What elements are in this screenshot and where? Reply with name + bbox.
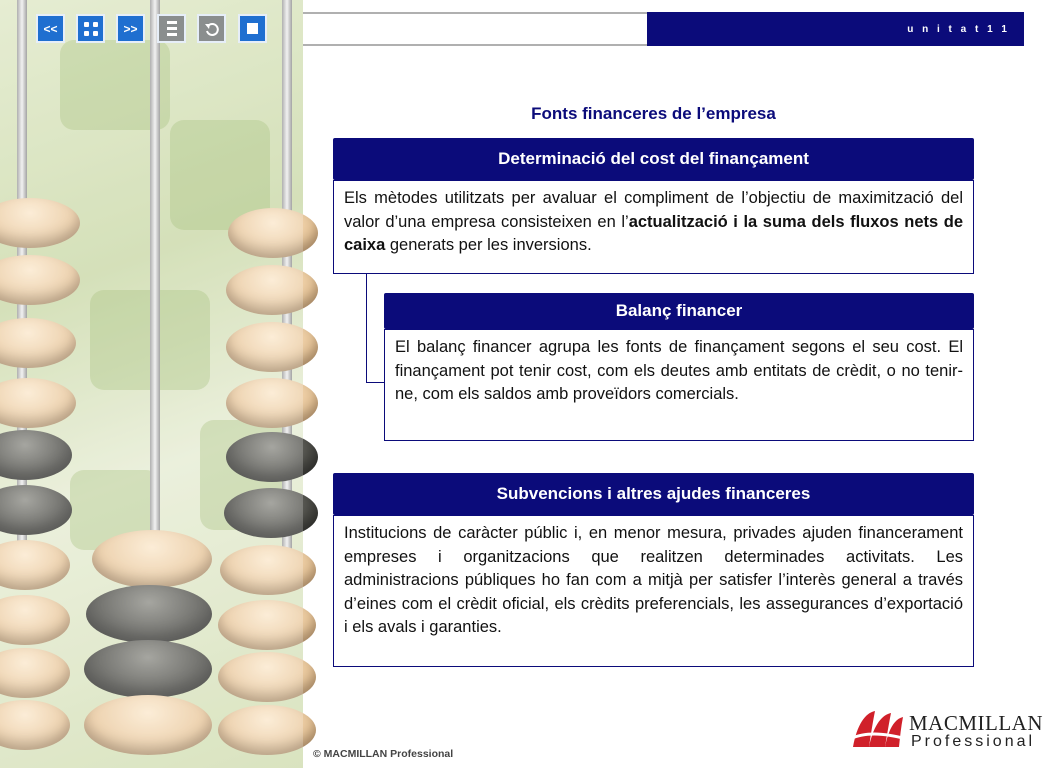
undo-button[interactable] xyxy=(197,14,226,43)
undo-icon xyxy=(204,21,220,37)
toc-button[interactable] xyxy=(157,14,186,43)
previous-label: << xyxy=(43,21,58,36)
stop-icon xyxy=(247,23,258,34)
section-heading-label: Subvencions i altres ajudes financeres xyxy=(496,484,811,503)
connector-line xyxy=(366,273,384,383)
section-text: Els mètodes utilitzats per avaluar el compliment de l’objectiu de maximització del valor d’una empresa consisteixen en l’ xyxy=(344,189,963,231)
image-overlay xyxy=(0,0,303,768)
toc-icon xyxy=(167,21,177,36)
section-body-balance xyxy=(384,329,974,441)
macmillan-logo-icon xyxy=(851,707,905,751)
abacus-background-image xyxy=(0,0,303,768)
section-body-cost xyxy=(333,180,974,274)
section-text: generats per les inversions. xyxy=(385,236,592,254)
section-text-bold: actualització i la suma dels fluxos nets de caixa xyxy=(344,212,963,254)
next-button[interactable] xyxy=(116,14,145,43)
macmillan-logo xyxy=(851,705,1043,755)
section-text: Institucions de caràcter públic i, en menor mesura, privades ajuden financerament empreses i organitzacions que realitzen determinades activitats. Les administracions públiques ho fan com a mitjà per satisfer l’interès general a través d’eines com el crèdit oficial, els crèdits preferencials, les assegurances d’exportació i els avals i garanties. xyxy=(344,524,963,636)
section-text: El balanç financer agrupa les fonts de finançament segons el seu cost. El finançament pot tenir cost, com els deutes amb entitats de crèdit, o no tenir-ne, com els saldos amb proveïdors comercials. xyxy=(395,338,963,403)
logo-wordmark-primary: MACMILLAN xyxy=(909,711,1043,735)
section-heading-cost xyxy=(333,138,974,180)
section-heading-balance xyxy=(384,293,974,329)
header-blue-segment xyxy=(647,12,1024,46)
header-bar xyxy=(303,12,1024,46)
unit-label: u n i t a t 1 1 xyxy=(907,24,1010,35)
section-body-subsidies xyxy=(333,515,974,667)
previous-button[interactable] xyxy=(36,14,65,43)
section-heading-label: Determinació del cost del finançament xyxy=(498,149,809,168)
dice-icon xyxy=(84,22,98,36)
dice-button[interactable] xyxy=(76,14,105,43)
page-title: Fonts financeres de l’empresa xyxy=(531,104,776,123)
copyright-text: © MACMILLAN Professional xyxy=(313,748,454,760)
section-heading-label: Balanç financer xyxy=(615,301,743,320)
logo-wordmark-secondary: Professional xyxy=(911,733,1036,750)
stop-button[interactable] xyxy=(238,14,267,43)
section-heading-subsidies xyxy=(333,473,974,515)
header-white-segment xyxy=(303,12,647,46)
next-label: >> xyxy=(123,21,138,36)
